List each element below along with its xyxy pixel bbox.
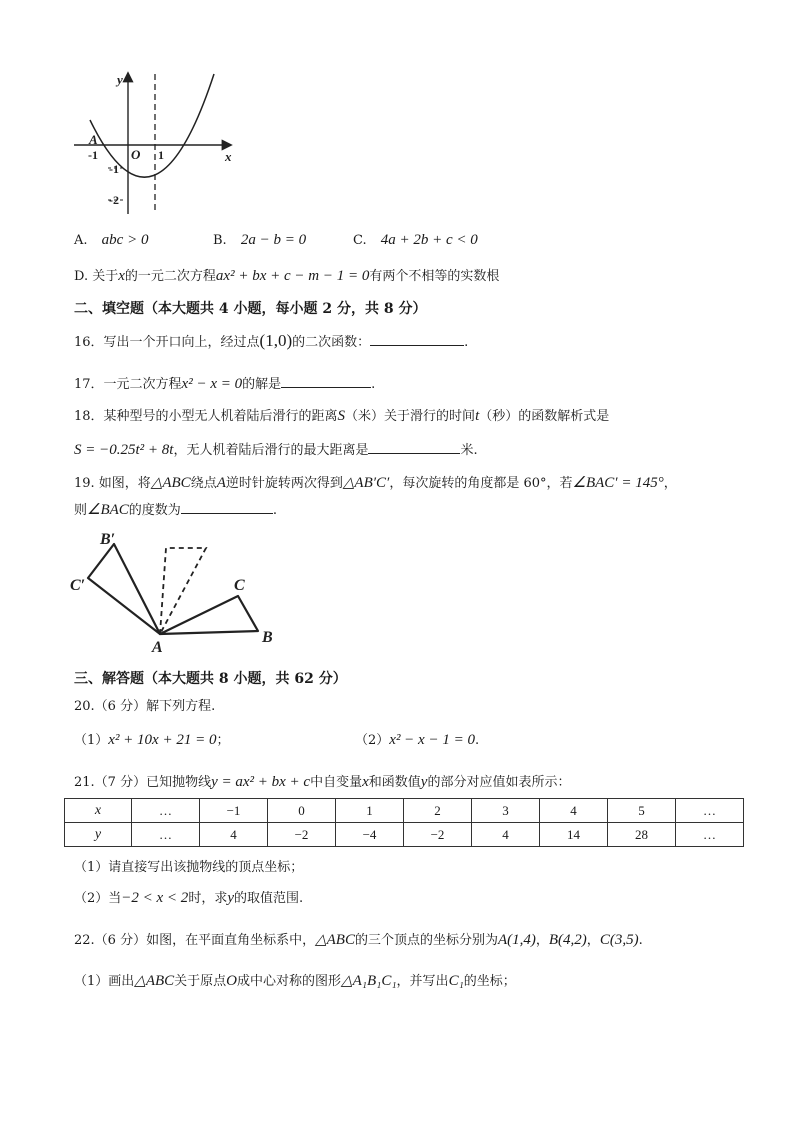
- table-cell: …: [132, 799, 200, 823]
- triangle-ab-prime-c-prime: [88, 544, 160, 634]
- q20-part1: （1）x² + 10x + 21 = 0；: [74, 732, 230, 748]
- table-cell: …: [132, 823, 200, 847]
- q22-stem: 22.（6 分）如图，在平面直角坐标系中，△ABC的三个顶点的坐标分别为A(1,4)，B(4,2)，C(3,5).: [74, 932, 643, 948]
- label-c-prime: C′: [70, 577, 86, 594]
- table-cell: 4: [540, 799, 608, 823]
- q16: 16．写出一个开口向上，经过点(1,0)的二次函数： .: [74, 331, 469, 350]
- q21-part2: （2）当−2 < x < 2时，求y的取值范围.: [74, 890, 304, 906]
- table-row-x: [65, 799, 744, 823]
- x-neg1-label: -1: [88, 148, 98, 162]
- label-c: C: [234, 577, 245, 594]
- table-cell: 5: [608, 799, 676, 823]
- q21-stem: 21.（7 分）已知抛物线y = ax² + bx + c中自变量x和函数值y的部分对应值如表所示：: [74, 774, 571, 790]
- option-a: A. abc > 0: [74, 232, 149, 248]
- table-cell: x: [65, 799, 132, 823]
- option-c: C. 4a + 2b + c < 0: [353, 232, 478, 248]
- table-cell: y: [65, 823, 132, 847]
- rotation-figure: [68, 526, 288, 654]
- table-cell: −1: [200, 799, 268, 823]
- table-cell: 14: [540, 823, 608, 847]
- section2-title: 二、填空题（本大题共 4 小题，每小题 2 分，共 8 分）: [74, 301, 427, 317]
- triangle-abc: [160, 596, 258, 634]
- q21-part1: （1）请直接写出该抛物线的顶点坐标；: [74, 860, 304, 875]
- parabola-graph: [68, 68, 240, 218]
- q18-answer-blank[interactable]: [368, 439, 460, 454]
- table-cell: 3: [472, 799, 540, 823]
- x-1-label: 1: [158, 148, 164, 162]
- table-cell: −4: [336, 823, 404, 847]
- label-a: A: [152, 639, 163, 654]
- table-cell: …: [676, 823, 744, 847]
- label-b-prime: B′: [100, 531, 116, 548]
- q20-title: 20.（6 分）解下列方程.: [74, 699, 216, 714]
- y-axis-label: y: [117, 72, 123, 87]
- table-cell: …: [676, 799, 744, 823]
- table-cell: 0: [268, 799, 336, 823]
- q19-answer-blank[interactable]: [181, 499, 273, 514]
- point-a-label: A: [89, 132, 98, 147]
- table-cell: 28: [608, 823, 676, 847]
- value-table: [64, 798, 744, 847]
- table-cell: −2: [404, 823, 472, 847]
- table-cell: 4: [472, 823, 540, 847]
- q19-line1: 19. 如图，将△ABC绕点A逆时针旋转两次得到△AB′C′，每次旋转的角度都是 60°，若∠BAC′ = 145°，: [74, 475, 677, 491]
- q17: 17．一元二次方程x² − x = 0的解是 .: [74, 373, 375, 393]
- table-cell: 4: [200, 823, 268, 847]
- option-b: B. 2a − b = 0: [213, 232, 307, 248]
- table-row-y: [65, 823, 744, 847]
- x-axis-label: x: [225, 149, 232, 164]
- q17-answer-blank[interactable]: [281, 373, 371, 388]
- option-d: D. 关于x的一元二次方程ax² + bx + c − m − 1 = 0有两个不相等的实数根: [74, 268, 500, 284]
- q16-answer-blank[interactable]: [370, 331, 464, 346]
- origin-label: O: [131, 147, 141, 162]
- table-cell: 2: [404, 799, 472, 823]
- y-neg2-label: -2: [109, 193, 119, 207]
- label-b: B: [262, 629, 273, 646]
- table-cell: 1: [336, 799, 404, 823]
- y-neg1-label: -1: [109, 162, 119, 176]
- triangle-intermediate-dashed: [160, 548, 206, 634]
- q18-line2: S = −0.25t² + 8t，无人机着陆后滑行的最大距离是 米.: [74, 439, 478, 459]
- section3-title: 三、解答题（本大题共 8 小题，共 62 分）: [74, 671, 347, 687]
- q22-part1: （1）画出△ABC关于原点O成中心对称的图形△A₁B₁C₁，并写出C₁的坐标；: [74, 973, 516, 989]
- q20-part2: （2）x² − x − 1 = 0.: [355, 732, 480, 748]
- q19-line2: 则∠BAC的度数为 .: [74, 499, 277, 519]
- table-cell: −2: [268, 823, 336, 847]
- q18-line1: 18．某种型号的小型无人机着陆后滑行的距离S（米）关于滑行的时间t（秒）的函数解析式是: [74, 408, 610, 424]
